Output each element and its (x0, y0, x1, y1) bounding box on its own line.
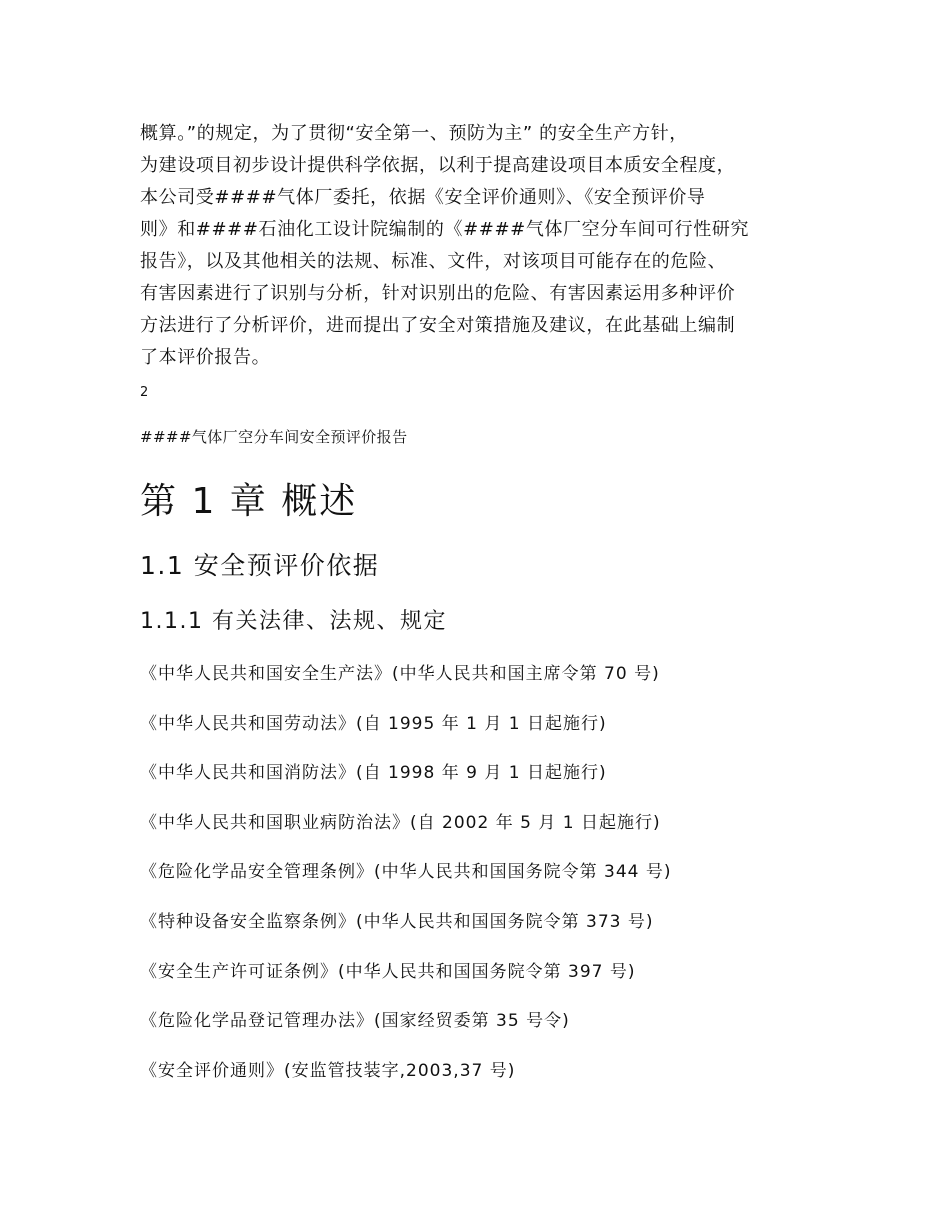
page-number: 2 (140, 385, 149, 400)
intro-line: 本公司受####气体厂委托，依据《安全评价通则》、《安全预评价导 (140, 187, 706, 208)
intro-line: 报告》，以及其他相关的法规、标准、文件，对该项目可能存在的危险、 (140, 251, 727, 272)
chapter-title: 第 1 章 概述 (140, 481, 358, 522)
intro-line: 为建设项目初步设计提供科学依据，以利于提高建设项目本质安全程度， (140, 155, 736, 176)
law-list-item: 《危险化学品登记管理办法》(国家经贸委第 35 号令) (140, 1011, 570, 1032)
law-list-item: 《中华人民共和国消防法》(自 1998 年 9 月 1 日起施行) (140, 763, 607, 784)
section-title: 1.1 安全预评价依据 (140, 551, 380, 580)
law-list-item: 《中华人民共和国安全生产法》(中华人民共和国主席令第 70 号) (140, 664, 660, 684)
intro-line: 了本评价报告。 (140, 347, 271, 368)
intro-line: 方法进行了分析评价，进而提出了安全对策措施及建议，在此基础上编制 (140, 315, 736, 336)
intro-line: 概算。”的规定，为了贯彻“安全第一、预防为主” 的安全生产方针， (140, 123, 688, 144)
law-list-item: 《中华人民共和国劳动法》(自 1995 年 1 月 1 日起施行) (140, 713, 607, 734)
law-list-item: 《安全生产许可证条例》(中华人民共和国国务院令第 397 号) (140, 961, 636, 982)
law-list-item: 《特种设备安全监察条例》(中华人民共和国国务院令第 373 号) (140, 911, 654, 932)
intro-line: 有害因素进行了识别与分析，针对识别出的危险、有害因素运用多种评价 (140, 283, 736, 304)
law-list-item: 《危险化学品安全管理条例》(中华人民共和国国务院令第 344 号) (140, 862, 672, 883)
intro-line: 则》和####石油化工设计院编制的《####气体厂空分车间可行性研究 (140, 219, 750, 240)
intro-paragraph (140, 118, 820, 374)
law-list (140, 660, 672, 1106)
subsection-title: 1.1.1 有关法律、法规、规定 (140, 609, 447, 634)
running-header: ####气体厂空分车间安全预评价报告 (140, 428, 408, 446)
law-list-item: 《安全评价通则》(安监管技装字,2003,37 号) (140, 1060, 516, 1081)
law-list-item: 《中华人民共和国职业病防治法》(自 2002 年 5 月 1 日起施行) (140, 812, 661, 833)
